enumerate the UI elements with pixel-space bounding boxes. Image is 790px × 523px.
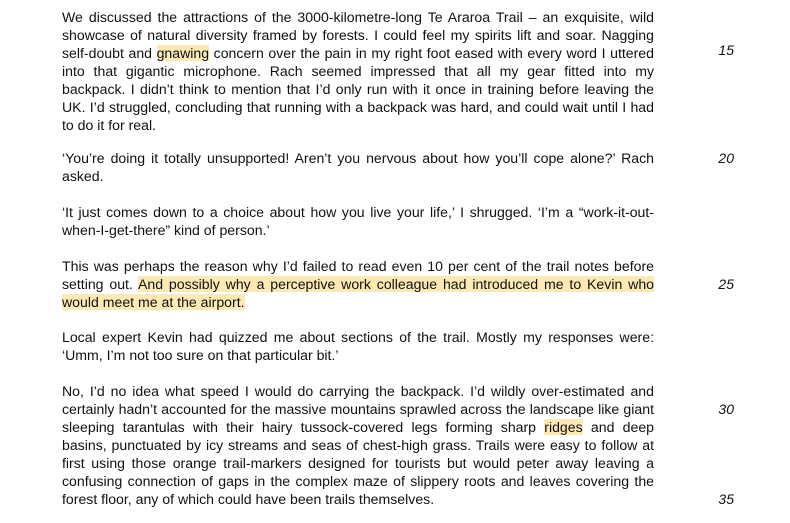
highlight-perceptive-sentence: And possibly why a perceptive work colleague had introduced me to Kevin who would meet me at the airport. [62,276,654,310]
paragraph-2 [62,149,654,185]
paragraph-3-text: ‘It just comes down to a choice about how you live your life,’ I shrugged. ‘I’m a “work-it-out-when-I-get-there” kind of person.’ [62,204,654,238]
paragraph-1-text-a: We discussed the attractions of the 3000-kilometre-long Te Araroa Trail – an exquisite, wild showcase of natural diversity framed by forests. I could feel my spirits lift and soar. Nagging self-doubt and [62,9,654,61]
line-number-20: 20 [718,150,734,166]
line-number-30: 30 [718,401,734,417]
highlight-ridges: ridges [544,419,583,435]
line-number-15: 15 [718,42,734,58]
paragraph-1-text-b: concern over the pain in my right foot eased with every word I uttered into that gigantic microphone. Rach seemed impressed that all my gear fitted into my backpack. I didn’t think to mention that I’d only run with it once in training before leaving the UK. I’d struggled, concluding that running with a backpack was hard, and could wait until I had to do it for real. [62,45,654,133]
paragraph-2-text: ‘You’re doing it totally unsupported! Aren’t you nervous about how you’ll cope alone?’ Rach asked. [62,150,654,184]
paragraph-5 [62,328,654,364]
paragraph-4 [62,257,654,311]
paragraph-6-text-b: and deep basins, punctuated by icy streams and seas of chest-high grass. Trails were easy to follow at first using those orange trail-markers designed for tourists but would peter away leaving a confusing connection of gaps in the complex maze of slippery roots and leaves covering the forest floor, any of which could have been trails themselves. [62,419,654,507]
line-number-25: 25 [718,276,734,292]
paragraph-6-text-a: No, I’d no idea what speed I would do carrying the backpack. I’d wildly over-estimated and certainly hadn’t accounted for the massive mountains sprawled across the landscape like giant sleeping tarantulas with their hairy tussock-covered legs forming sharp [62,383,654,435]
paragraph-1 [62,8,654,134]
paragraph-4-text-a: This was perhaps the reason why I’d failed to read even 10 per cent of the trail notes before setting out. [62,258,654,292]
paragraph-6 [62,382,654,508]
line-number-35: 35 [718,491,734,507]
highlight-gnawing: gnawing [156,45,210,61]
paragraph-3 [62,203,654,239]
paragraph-5-text: Local expert Kevin had quizzed me about sections of the trail. Mostly my responses were: ‘Umm, I’m not too sure on that particular bit.’ [62,329,654,363]
